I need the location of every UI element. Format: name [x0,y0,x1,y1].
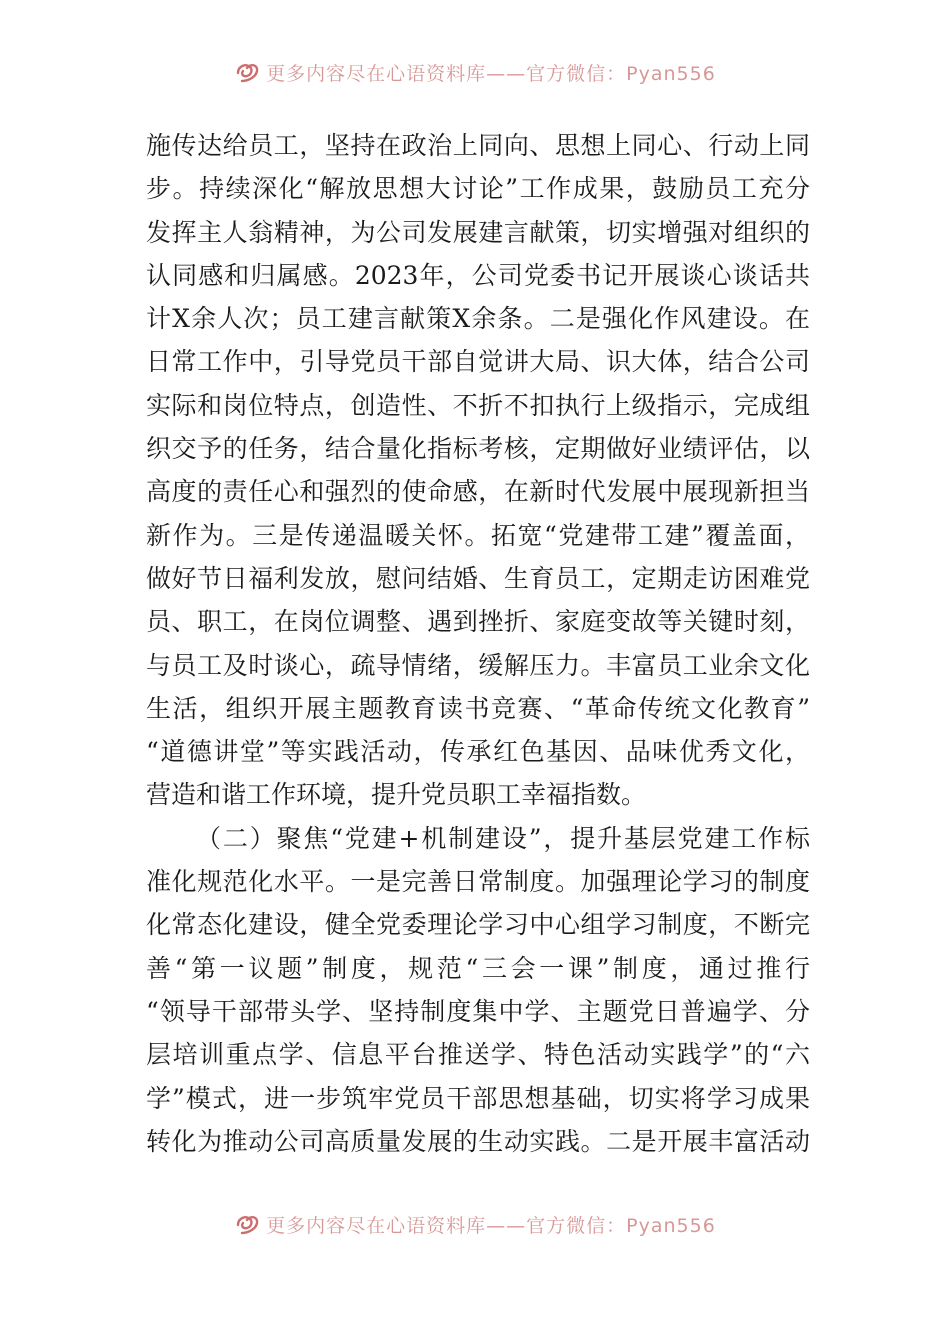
watermark-text: 更多内容尽在心语资料库——官方微信：Pyan556 [266,1214,716,1237]
text-line: 营造和谐工作环境，提升党员职工幸福指数。 [146,780,647,810]
text-line: 织交予的任务，结合量化指标考核，定期做好业绩评估，以 [146,434,810,464]
text-line: 准化规范化水平。一是完善日常制度。加强理论学习的制度 [146,867,810,897]
watermark-footer [0,1204,950,1244]
text-line: 学”模式，进一步筑牢党员干部思想基础，切实将学习成果 [146,1083,810,1113]
text-line: 化常态化建设，健全党委理论学习中心组学习制度，不断完 [146,910,810,940]
text-line: 计X余人次；员工建言献策X余条。二是强化作风建设。在 [146,304,810,334]
text-line: 实际和岗位特点，创造性、不折不扣执行上级指示，完成组 [146,390,810,420]
text-line: 员、职工，在岗位调整、遇到挫折、家庭变故等关键时刻， [146,607,810,637]
text-line: 日常工作中，引导党员干部自觉讲大局、识大体，结合公司 [146,347,810,377]
text-line: 做好节日福利发放，慰问结婚、生育员工，定期走访困难党 [146,563,810,593]
watermark-text: 更多内容尽在心语资料库——官方微信：Pyan556 [266,62,716,85]
document-body [146,124,810,1163]
text-line: 高度的责任心和强烈的使命感，在新时代发展中展现新担当 [146,477,810,507]
watermark-logo-icon [234,1211,260,1237]
text-line: “领导干部带头学、坚持制度集中学、主题党日普遍学、分 [146,996,810,1026]
text-line: “道德讲堂”等实践活动，传承红色基因、品味优秀文化， [146,737,810,767]
text-line: 与员工及时谈心，疏导情绪，缓解压力。丰富员工业余文化 [146,650,810,680]
watermark-header [0,52,950,92]
text-line: 认同感和归属感。2023年，公司党委书记开展谈心谈话共 [146,260,810,290]
text-line: 善“第一议题”制度，规范“三会一课”制度，通过推行 [146,953,810,983]
text-line: （二）聚焦“党建+机制建设”，提升基层党建工作标 [196,823,810,853]
text-line: 发挥主人翁精神，为公司发展建言献策，切实增强对组织的 [146,217,810,247]
paragraph-1 [146,124,810,817]
text-line: 生活，组织开展主题教育读书竞赛、“革命传统文化教育” [146,693,810,723]
paragraph-2 [146,817,810,1163]
text-line: 转化为推动公司高质量发展的生动实践。二是开展丰富活动 [146,1126,810,1156]
watermark-logo-icon [234,59,260,85]
text-line: 施传达给员工，坚持在政治上同向、思想上同心、行动上同 [146,131,810,160]
text-line: 步。持续深化“解放思想大讨论”工作成果，鼓励员工充分 [146,174,810,204]
text-line: 层培训重点学、信息平台推送学、特色活动实践学”的“六 [146,1040,810,1070]
text-line: 新作为。三是传递温暖关怀。拓宽“党建带工建”覆盖面， [146,520,810,550]
